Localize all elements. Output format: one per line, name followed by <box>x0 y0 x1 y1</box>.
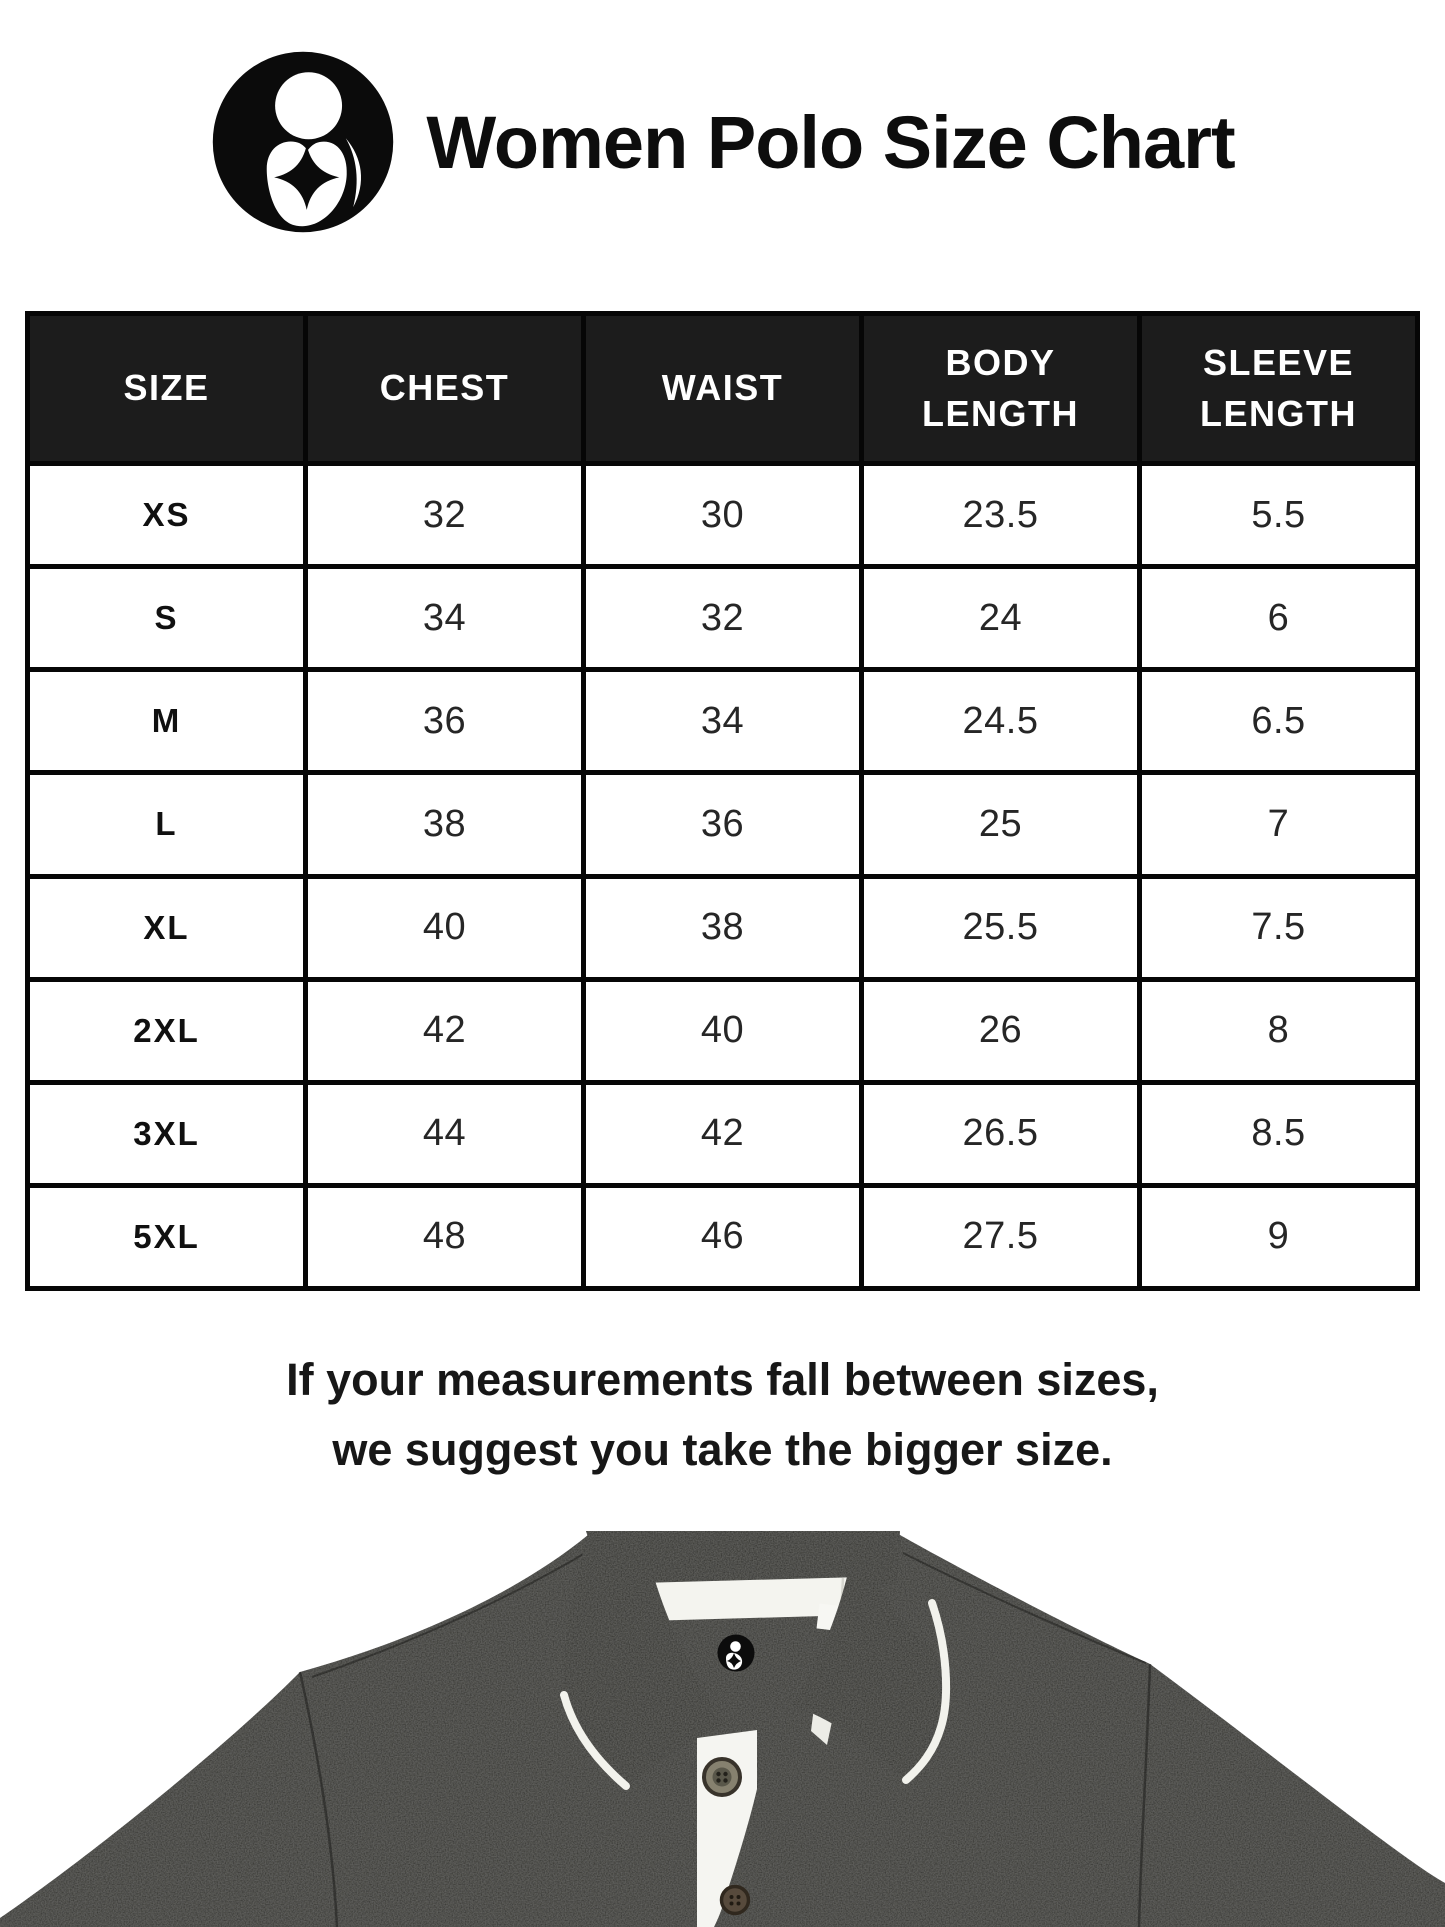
table-row-5xl <box>28 1185 1418 1288</box>
measurement-cell: 5.5 <box>1140 464 1418 567</box>
table-row-xl <box>28 876 1418 979</box>
measurement-cell: 25 <box>862 773 1140 876</box>
table-header-row <box>28 314 1418 464</box>
measurement-cell: 24 <box>862 567 1140 670</box>
size-label-cell: M <box>28 670 306 773</box>
measurement-cell: 8.5 <box>1140 1082 1418 1185</box>
shirt-button-bottom <box>721 1886 750 1915</box>
column-header-body-length: BODY LENGTH <box>862 314 1140 464</box>
measurement-cell: 9 <box>1140 1185 1418 1288</box>
shirt-button-top <box>703 1758 741 1796</box>
table-row-2xl <box>28 979 1418 1082</box>
page-title: Women Polo Size Chart <box>426 100 1235 184</box>
measurement-cell: 27.5 <box>862 1185 1140 1288</box>
measurement-cell: 32 <box>306 464 584 567</box>
measurement-cell: 46 <box>584 1185 862 1288</box>
size-label-cell: S <box>28 567 306 670</box>
size-chart-table <box>25 311 1420 1291</box>
measurement-cell: 6 <box>1140 567 1418 670</box>
measurement-cell: 6.5 <box>1140 670 1418 773</box>
table-row-m <box>28 670 1418 773</box>
measurement-cell: 32 <box>584 567 862 670</box>
measurement-cell: 23.5 <box>862 464 1140 567</box>
measurement-cell: 26 <box>862 979 1140 1082</box>
measurement-cell: 25.5 <box>862 876 1140 979</box>
measurement-cell: 30 <box>584 464 862 567</box>
measurement-cell: 7.5 <box>1140 876 1418 979</box>
table-row-xs <box>28 464 1418 567</box>
table-row-3xl <box>28 1082 1418 1185</box>
measurement-cell: 36 <box>584 773 862 876</box>
size-label-cell: 3XL <box>28 1082 306 1185</box>
size-label-cell: 5XL <box>28 1185 306 1288</box>
brand-header <box>0 48 1445 236</box>
measurement-cell: 40 <box>584 979 862 1082</box>
measurement-cell: 44 <box>306 1082 584 1185</box>
measurement-cell: 26.5 <box>862 1082 1140 1185</box>
measurement-cell: 48 <box>306 1185 584 1288</box>
measurement-cell: 40 <box>306 876 584 979</box>
size-label-cell: XS <box>28 464 306 567</box>
sizing-note <box>0 1345 1445 1485</box>
column-header-waist: WAIST <box>584 314 862 464</box>
size-label-cell: XL <box>28 876 306 979</box>
sizing-note-line-1: If your measurements fall between sizes, <box>286 1354 1159 1405</box>
measurement-cell: 38 <box>584 876 862 979</box>
measurement-cell: 34 <box>584 670 862 773</box>
measurement-cell: 24.5 <box>862 670 1140 773</box>
measurement-cell: 8 <box>1140 979 1418 1082</box>
size-label-cell: L <box>28 773 306 876</box>
column-header-size: SIZE <box>28 314 306 464</box>
column-header-chest: CHEST <box>306 314 584 464</box>
polo-shirt-image <box>0 1527 1445 1927</box>
measurement-cell: 42 <box>584 1082 862 1185</box>
brand-logo-icon <box>210 49 396 235</box>
measurement-cell: 36 <box>306 670 584 773</box>
table-row-s <box>28 567 1418 670</box>
measurement-cell: 34 <box>306 567 584 670</box>
column-header-sleeve-length: SLEEVE LENGTH <box>1140 314 1418 464</box>
measurement-cell: 38 <box>306 773 584 876</box>
table-row-l <box>28 773 1418 876</box>
brand-tag-icon <box>718 1635 755 1672</box>
size-label-cell: 2XL <box>28 979 306 1082</box>
measurement-cell: 7 <box>1140 773 1418 876</box>
sizing-note-line-2: we suggest you take the bigger size. <box>332 1423 1113 1475</box>
measurement-cell: 42 <box>306 979 584 1082</box>
